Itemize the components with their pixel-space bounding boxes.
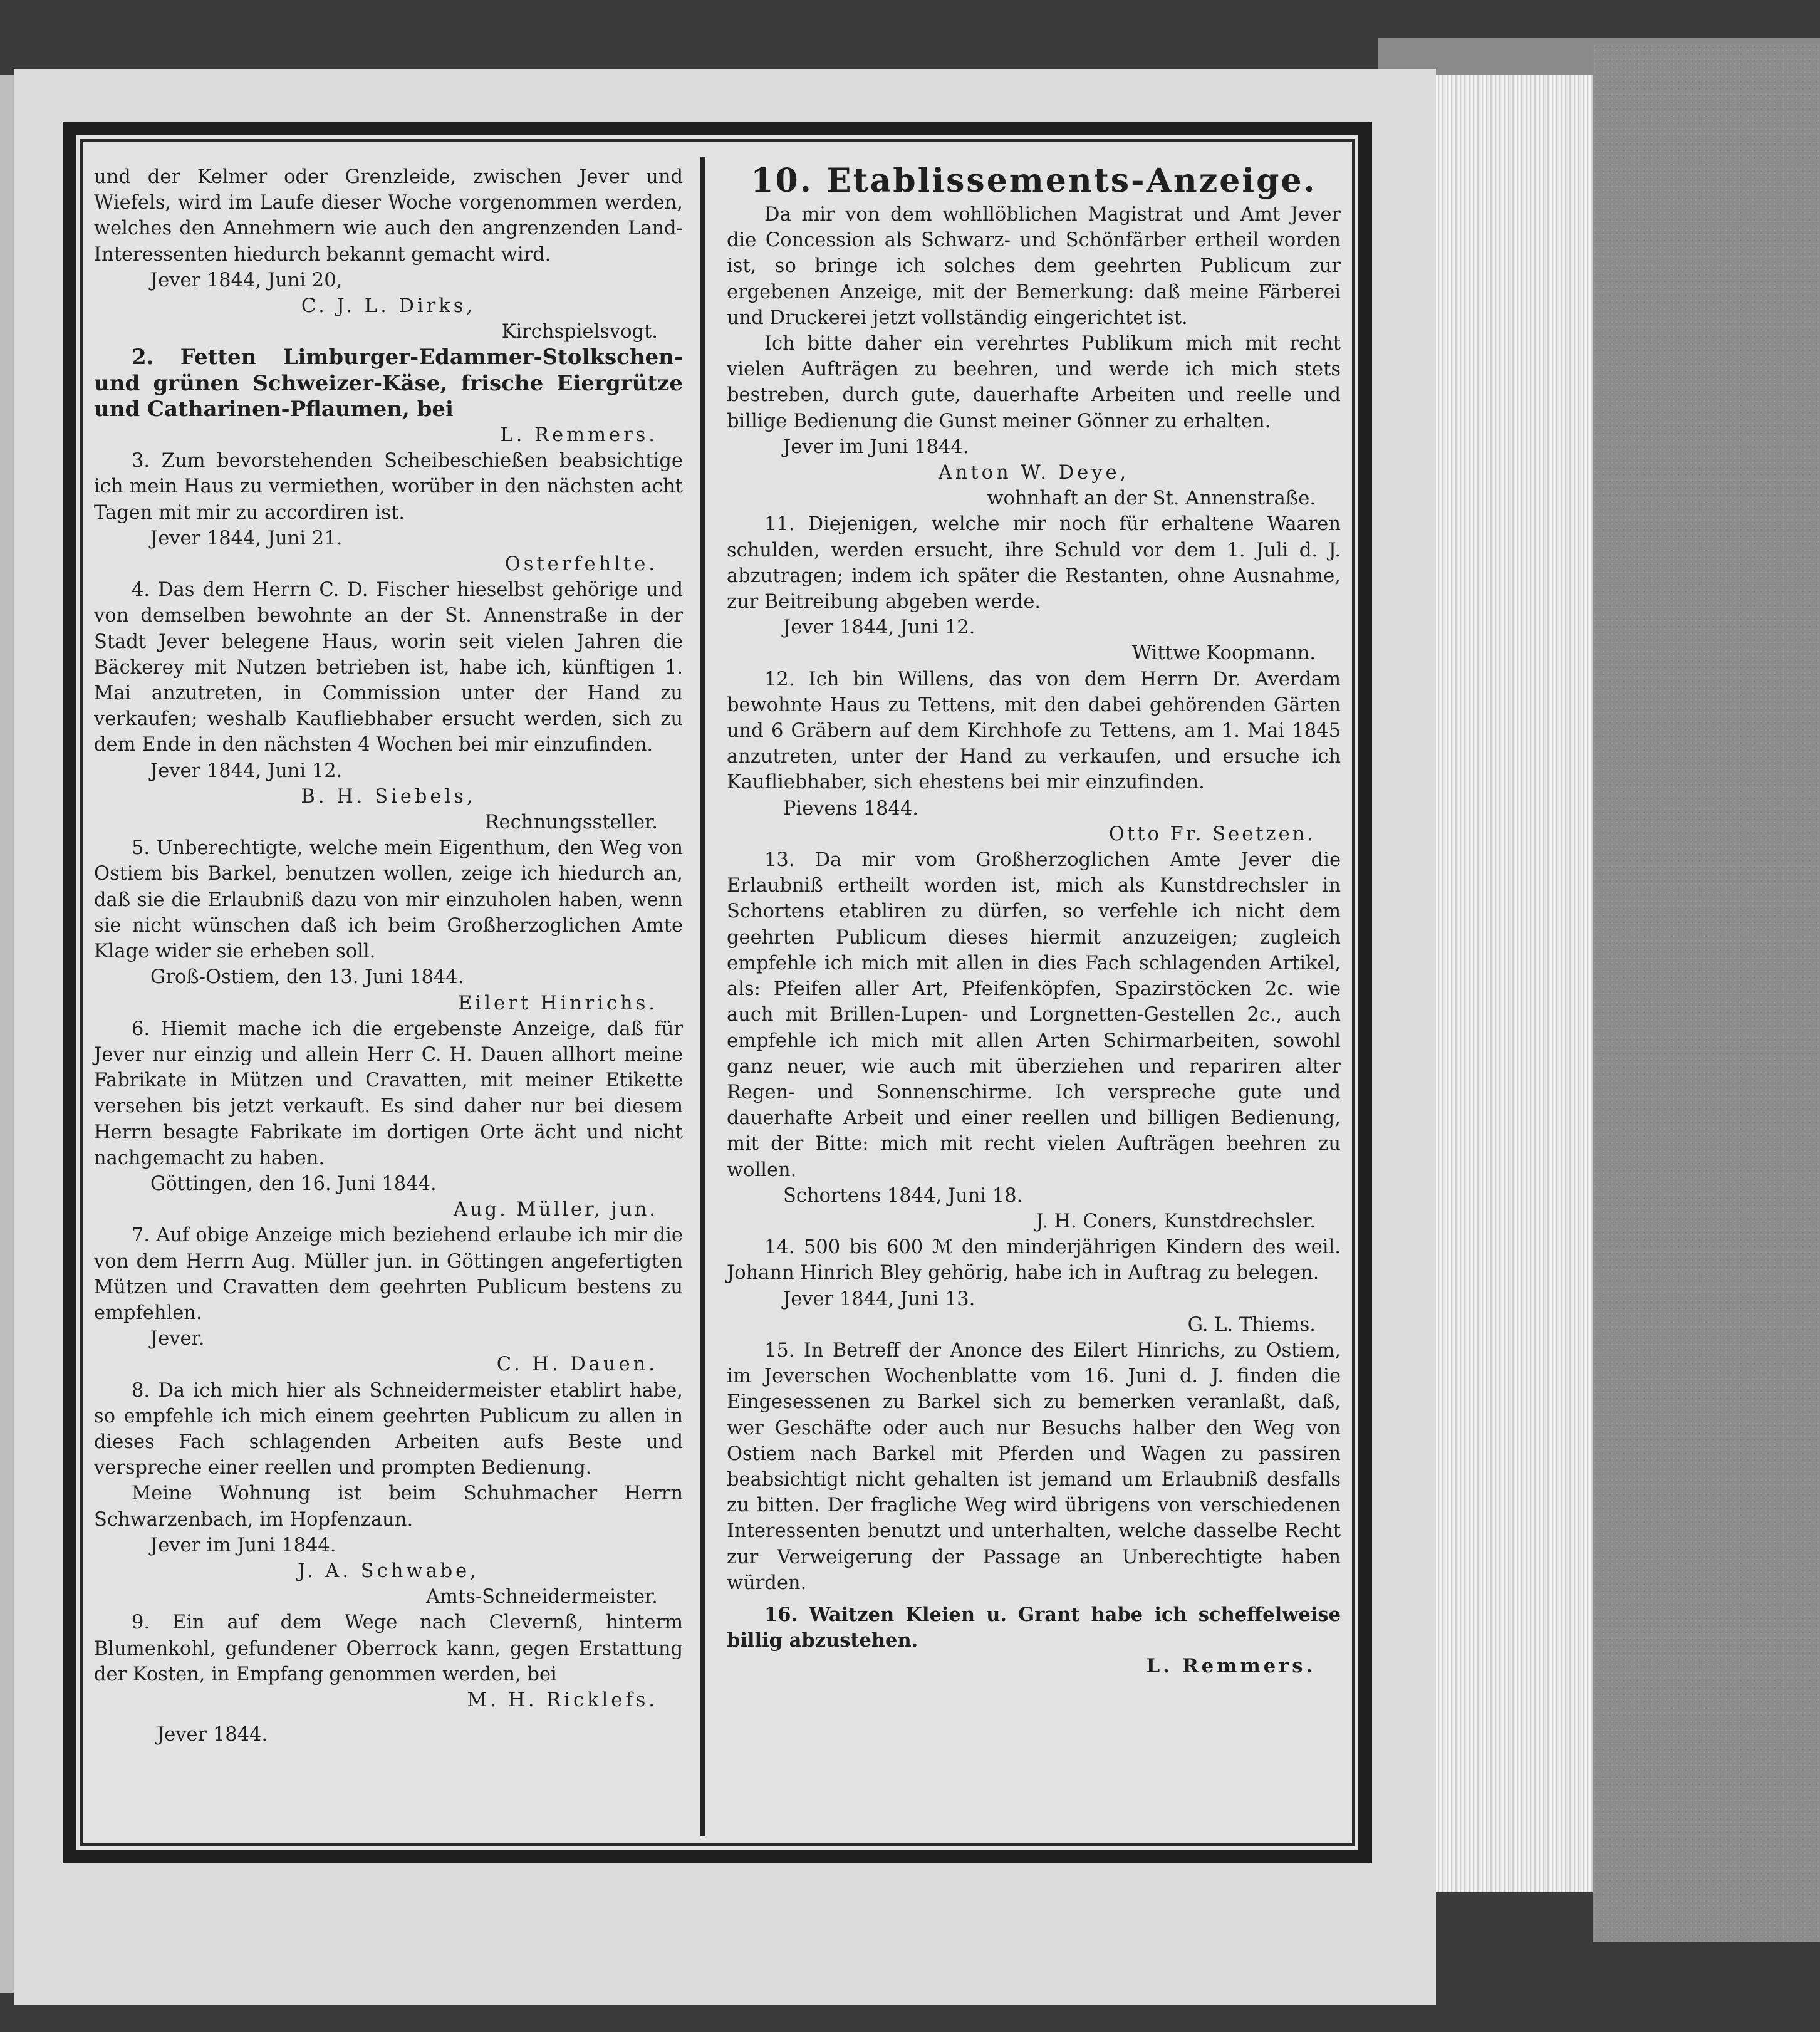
column-divider — [700, 157, 705, 1836]
notice-4: 4. Das dem Herrn C. D. Fischer hieselbst gehörige und von demselben bewohnte an der St. Annenstraße in der Stadt Jever belegene Haus, worin seit vielen Jahren die Bäckerey mit Nutzen betrieben ist, habe ich, künftigen 1. Mai anzutreten, in Commission unter der Hand zu verkaufen; weshalb Kaufliebhaber ersucht werden, sich zu dem Ende in den nächsten 4 Wochen bei mir einzufinden. — [94, 579, 683, 756]
notice-10: Da mir von dem wohllöblichen Magistrat und Amt Jever die Concession als Schwarz- und Schönfärber ertheil worden ist, so bringe ich solches dem geehrten Publicum zur ergebenen Anzeige, mit der Bemerkung: daß meine Färberei und Druckerei jetzt vollständig eingerichtet ist. — [727, 204, 1341, 329]
notice-4-signature: B. H. Siebels, — [301, 785, 476, 808]
notice-4-date: Jever 1844, Juni 12. — [150, 759, 343, 782]
notice-9-date: Jever 1844. — [157, 1724, 268, 1746]
notice-3-signature: Osterfehlte. — [504, 553, 658, 576]
notice-7-signature: C. H. Dauen. — [496, 1353, 658, 1376]
notice-2: 2. Fetten Limburger-Edammer-Stolkschen- und grünen Schweizer-Käse, frische Eiergrütze und Catharinen-Pflaumen, bei — [94, 345, 683, 422]
notice-8-signature: J. A. Schwabe, — [298, 1560, 479, 1582]
notice-3: 3. Zum bevorstehenden Scheibeschießen beabsichtige ich mein Haus zu vermiethen, worüber in den nächsten acht Tagen mit mir zu accordiren ist. — [94, 450, 683, 524]
notice-intro: und der Kelmer oder Grenzleide, zwischen Jever und Wiefels, wird im Laufe dieser Woche vorgenommen werden, welches den Annehmern wie auch den angrenzenden Land-Interessenten hiedurch bekannt gemacht wird. — [94, 166, 683, 266]
left-page-edge — [0, 75, 14, 1993]
notice-14: 14. 500 bis 600 ℳ den minderjährigen Kindern des weil. Johann Hinrich Bley gehörig, habe ich in Auftrag zu belegen. — [727, 1236, 1341, 1284]
notice-signature-title: Kirchspielsvogt. — [501, 321, 658, 343]
notice-7: 7. Auf obige Anzeige mich beziehend erlaube ich mir die von dem Herrn Aug. Müller jun. in Göttingen angefertigten Mützen und Cravatten dem geehrten Publicum bestens zu empfehlen. — [94, 1224, 683, 1324]
notice-8: 8. Da ich mich hier als Schneidermeister etablirt habe, so empfehle ich mich einem geehrten Publicum zu allen in dieses Fach schlagenden Arbeiten aufs Beste und verspreche einer reellen und prompten Bedienung. — [94, 1379, 683, 1479]
notice-10-signature: Anton W. Deye, — [938, 462, 1130, 484]
notice-12-signature: Otto Fr. Seetzen. — [1108, 823, 1316, 845]
notice-9: 9. Ein auf dem Wege nach Clevernß, hinterm Blumenkohl, gefundener Oberrock kann, gegen Erstattung der Kosten, in Empfang genommen werden, bei — [94, 1612, 683, 1686]
notice-8-address: Meine Wohnung ist beim Schuhmacher Herrn Schwarzenbach, im Hopfenzaun. — [94, 1482, 683, 1531]
notice-16-signature: L. Remmers. — [1146, 1655, 1316, 1678]
notice-6-date: Göttingen, den 16. Juni 1844. — [150, 1172, 437, 1195]
notice-15: 15. In Betreff der Anonce des Eilert Hinrichs, zu Ostiem, im Jeverschen Wochenblatte vom 16. Juni d. J. finden die Eingesessenen zu Barkel sich zu bemerken veranlaßt, daß, wer Geschäfte oder auch nur Besuchs halber den Weg von Ostiem nach Barkel mit Pferden und Wagen zu passiren beabsichtigt nicht gehalten ist jemand um Erlaubniß desfalls zu bitten. Der fragliche Weg wird übrigens von verschiedenen Interessenten benutzt und unterhalten, welche dasselbe Recht zur Verweigerung der Passage an Unberechtigte haben würden. — [727, 1339, 1341, 1594]
notice-signature: C. J. L. Dirks, — [301, 295, 476, 318]
notice-13: 13. Da mir vom Großherzoglichen Amte Jever die Erlaubniß ertheilt worden ist, mich als Kunstdrechsler in Schortens etabliren zu dürfen, so verfehle ich nicht dem geehrten Publicum dieses hiermit anzuzeigen; zugleich empfehle ich mich mit allen in dies Fach schlagenden Artikel, als: Pfeifen aller Art, Pfeifenköpfen, Spazirstöcken 2c. wie auch mit Brillen-Lupen- und Lorgnetten-Gestellen 2c., auch empfehle ich mich mit allen Arten Schirmarbeiten, sowohl ganz neuer, wie auch mit überziehen und repariren alter Regen- und Sonnenschirme. Ich verspreche gute und dauerhafte Arbeit und einer reellen und billigen Bedienung, mit der Bitte: mich mit recht vielen Aufträgen beehren zu wollen. — [727, 849, 1341, 1181]
book-cover — [1593, 44, 1820, 1942]
notice-13-signature: J. H. Coners, Kunstdrechsler. — [1036, 1210, 1316, 1232]
notice-8-signature-title: Amts-Schneidermeister. — [426, 1586, 658, 1608]
notice-10-title: 10. Etablissements-Anzeige. — [751, 162, 1317, 200]
notice-11-signature: Wittwe Koopmann. — [1131, 642, 1316, 665]
notice-8-date: Jever im Juni 1844. — [150, 1534, 336, 1556]
notice-6-signature: Aug. Müller, jun. — [453, 1199, 658, 1221]
notice-10-continued: Ich bitte daher ein verehrtes Publikum mich mit recht vielen Aufträgen zu beehren, und werde ich mich stets bestreben, durch gute, dauerhafte Arbeiten und reelle und billige Bedienung die Gunst meiner Gönner zu erhalten. — [727, 333, 1341, 432]
notice-10-signature-title: wohnhaft an der St. Annenstraße. — [987, 487, 1316, 510]
notice-11: 11. Diejenigen, welche mir noch für erhaltene Waaren schulden, werden ersucht, ihre Schuld vor dem 1. Juli d. J. abzutragen; indem ich später die Restanten, ohne Ausnahme, zur Beitreibung abgeben werde. — [727, 513, 1341, 613]
notice-10-date: Jever im Juni 1844. — [783, 435, 969, 458]
notice-6: 6. Hiemit mache ich die ergebenste Anzeige, daß für Jever nur einzig und allein Herr C. H. Dauen allhort meine Fabrikate in Mützen und Cravatten, mit meiner Etikette versehen bis jetzt verkauft. Es sind daher nur bei diesem Herrn besagte Fabrikate im dortigen Orte ächt und nicht nachgemacht zu haben. — [94, 1018, 683, 1169]
notice-12: 12. Ich bin Willens, das von dem Herrn Dr. Averdam bewohnte Haus zu Tettens, mit den dabei gehörenden Gärten und 6 Gräbern auf dem Kirchhofe zu Tettens, am 1. Mai 1845 anzutreten, unter der Hand zu verkaufen, und ersuche ich Kaufliebhaber, sich ehestens bei mir einzufinden. — [727, 668, 1341, 794]
notice-11-date: Jever 1844, Juni 12. — [783, 617, 975, 639]
notice-2-signature: L. Remmers. — [500, 424, 658, 447]
notice-5-date: Groß-Ostiem, den 13. Juni 1844. — [150, 966, 464, 989]
notice-14-date: Jever 1844, Juni 13. — [783, 1288, 975, 1310]
page-stack-edge — [1436, 75, 1593, 1892]
notice-5: 5. Unberechtigte, welche mein Eigenthum, den Weg von Ostiem bis Barkel, benutzen wollen, zeige ich hiedurch an, daß sie die Erlaubniß dazu von mir einzuholen haben, wenn sie nicht wünschen daß ich beim Großherzoglichen Amte Klage wider sie erheben soll. — [94, 837, 683, 963]
notice-9-signature: M. H. Ricklefs. — [467, 1689, 658, 1711]
notice-16: 16. Waitzen Kleien u. Grant habe ich scheffelweise billig abzustehen. — [727, 1603, 1341, 1652]
notice-4-signature-title: Rechnungssteller. — [484, 811, 658, 834]
left-column — [94, 164, 683, 1748]
notice-7-place: Jever. — [150, 1328, 205, 1350]
notice-3-date: Jever 1844, Juni 21. — [150, 527, 343, 550]
right-column — [727, 164, 1341, 1680]
notice-14-signature: G. L. Thiems. — [1187, 1313, 1316, 1336]
notice-13-date: Schortens 1844, Juni 18. — [783, 1184, 1023, 1207]
notice-5-signature: Eilert Hinrichs. — [458, 992, 658, 1014]
notice-12-date: Pievens 1844. — [783, 797, 918, 820]
notice-date: Jever 1844, Juni 20, — [150, 269, 343, 291]
